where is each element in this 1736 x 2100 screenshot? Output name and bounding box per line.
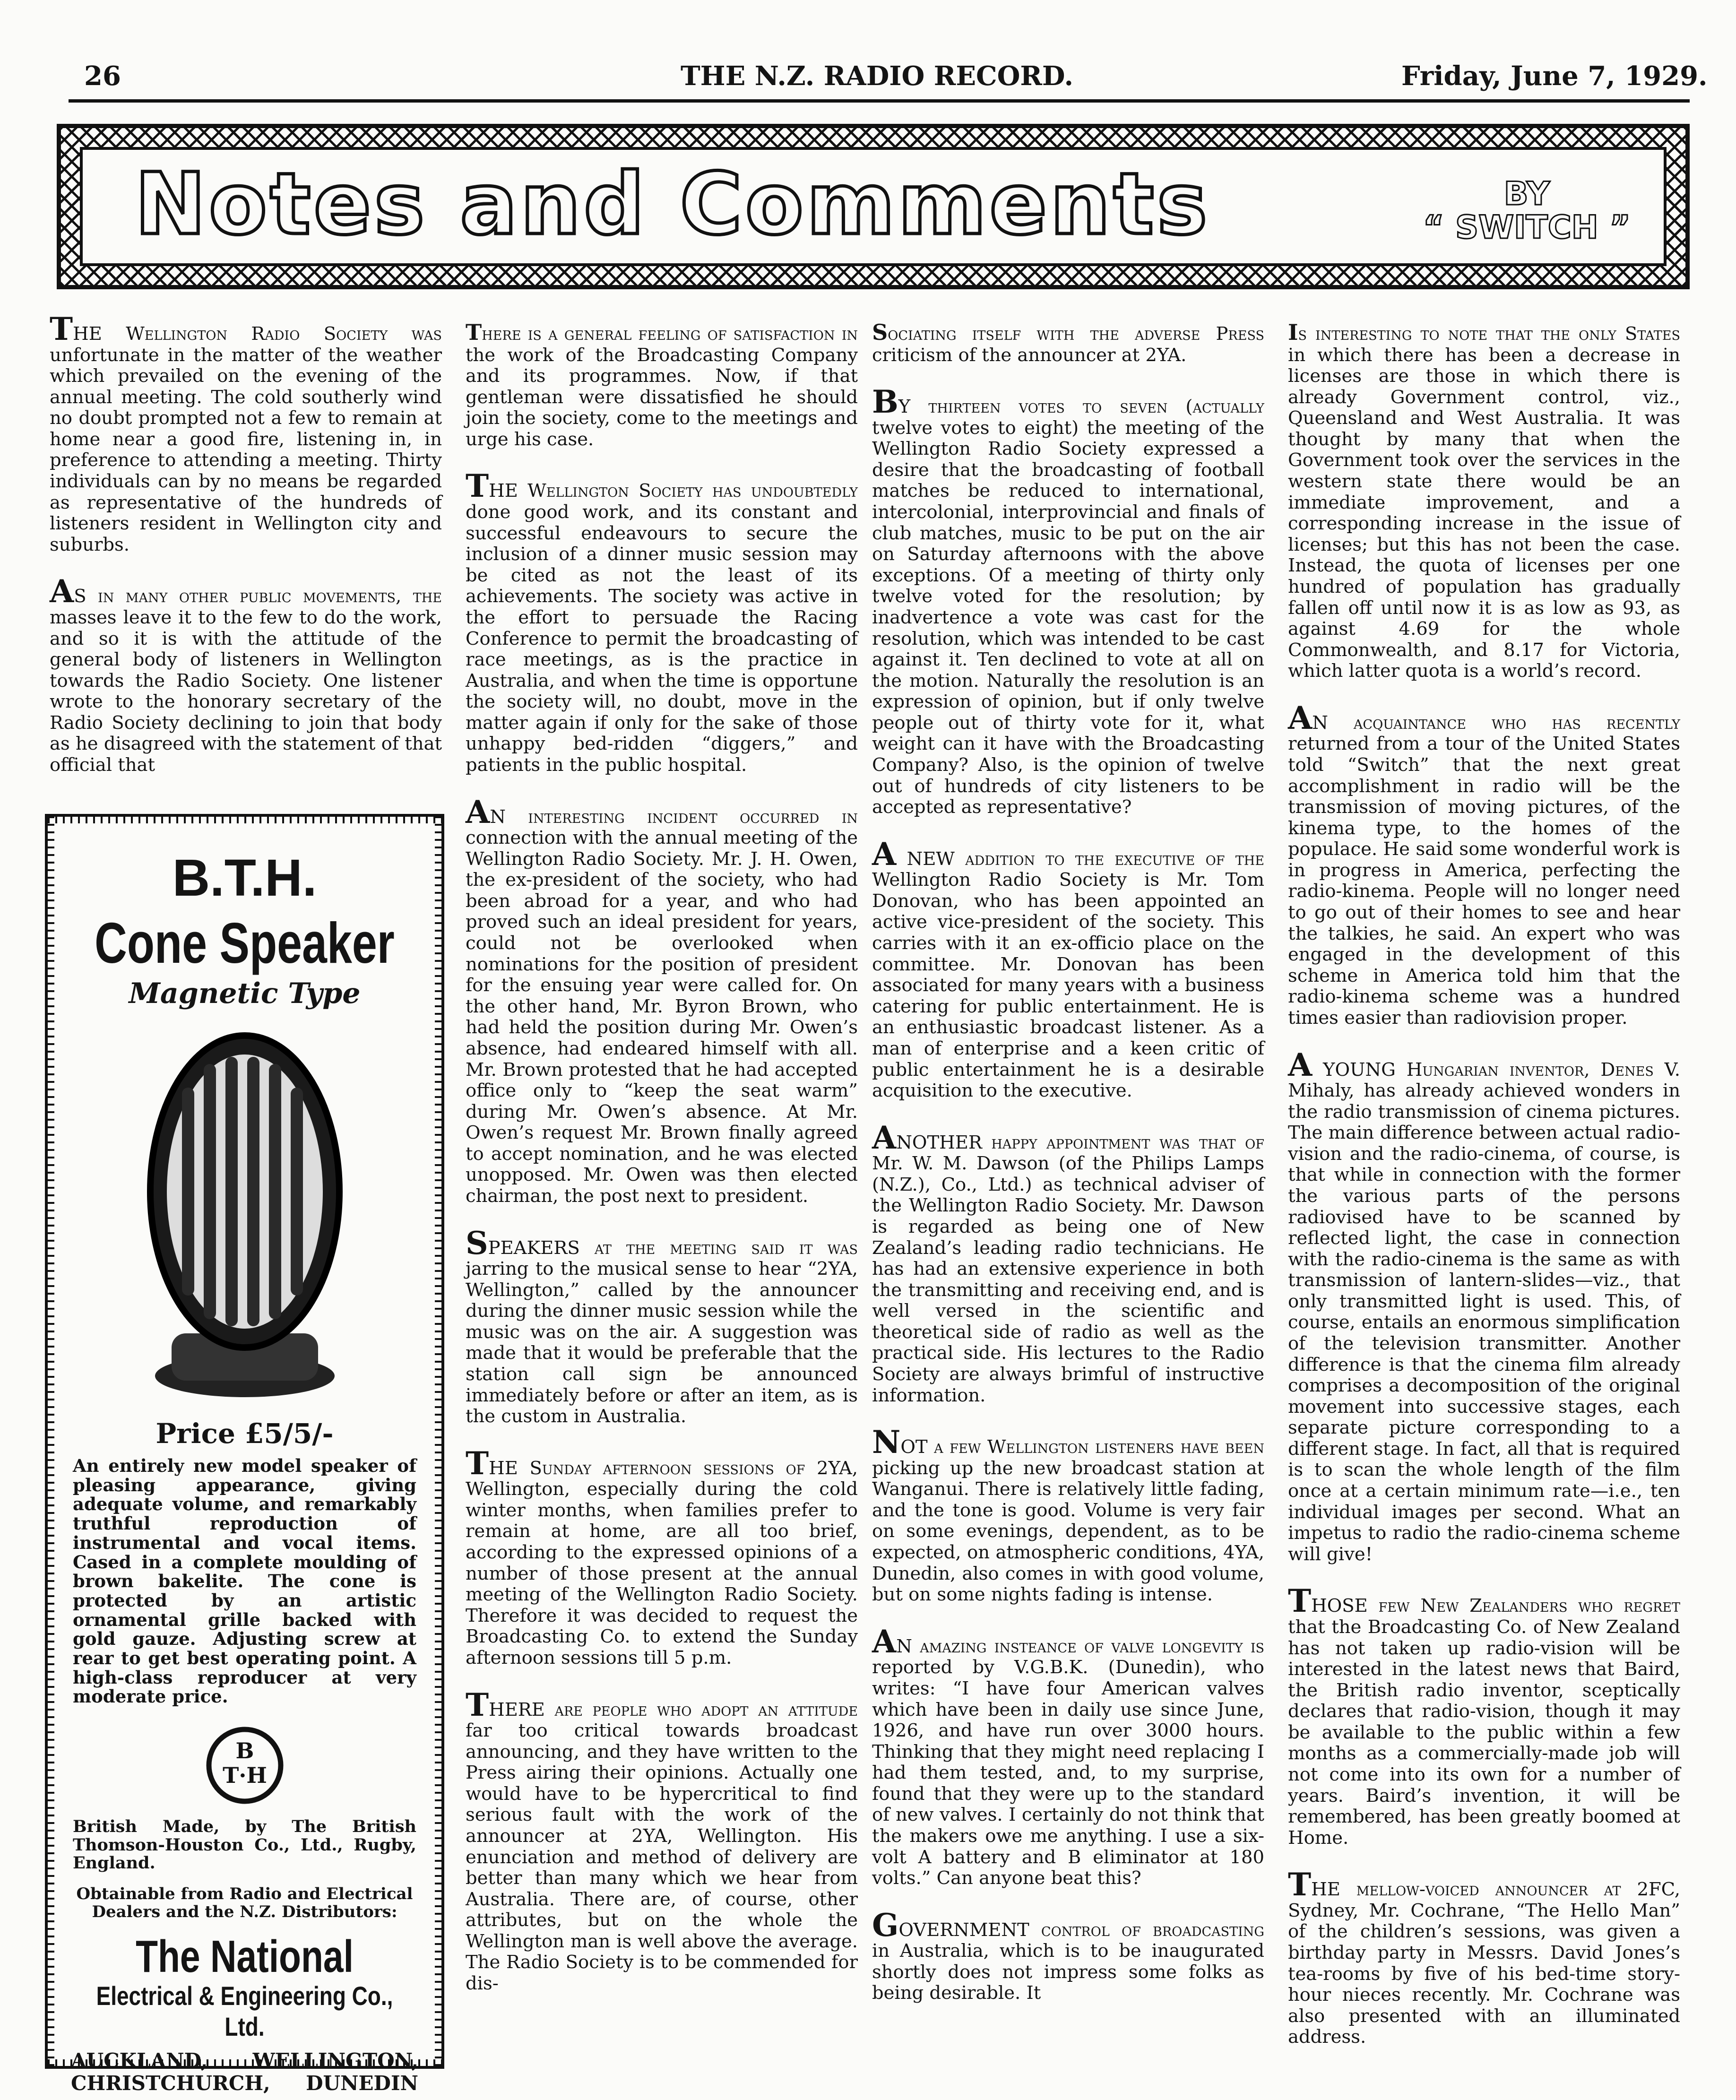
ad-cities-1: AUCKLAND, WELLINGTON, [71,2049,418,2073]
bth-advertisement [45,814,444,2095]
paragraph: AN interesting incident occurred in connection with the annual meeting of the Wellington Radio Society. Mr. J. H. Owen, the ex-president of the society, who had been abroad for a year, and who had proved such an ideal president for years, could not be overlooked when nominations for the position of president for the ensuing year were called for. On the other hand, Mr. Byron Brown, who had held the position during Mr. Owen’s absence, had endeared himself with all. Mr. Brown protested that he had accepted office only to “keep the seat warm” during Mr. Owen’s absence. At Mr. Owen’s request Mr. Brown finally agreed to accept nomination, and he was elected unopposed. Mr. Owen was then elected chairman, the post next to president. [466,793,858,1207]
ad-obtainable: Obtainable from Radio and Electrical Dealers and the N.Z. Distributors: [76,1884,413,1921]
paragraph: THE Sunday afternoon sessions of 2YA, Wellington, especially during the cold winter months, when families prefer to remain at home, are all too brief, according to the expressed opinions of a number of those present at the annual meeting of the Wellington Radio Society. Therefore it was decided to request the Broadcasting Co. to extend the Sunday afternoon sessions till 5 p.m. [466,1444,858,1668]
page-number: 26 [84,60,121,92]
paragraph: is interesting to note that the only States in which there has been a decrease in licenses are those in which there is already Government control, viz., Queensland and West Australia. It was thought by many that when the Government took over the services in the western state there would be an immediate improvement, and a corresponding increase in the issue of licenses; but this has not been the case. Instead, the quota of licenses per one hundred of population has gradually fallen off until now it is as low as 93, as against 4.69 for the whole Commonwealth, and 8.17 for Victoria, which latter quota is a world’s record. [1288,311,1680,682]
publication-title: THE N.Z. RADIO RECORD. [681,60,1073,92]
byline [1423,177,1631,245]
svg-text:T·H: T·H [222,1763,267,1789]
ad-description: An entirely new model speaker of pleasing appearance, giving adequate volume, and remarkably truthful reproduction of instrumental and vocal items. Cased in a complete moulding of brown bakelite. The cone is protected by an artistic ornamental grille backed with gold gauze. Adjusting screw at rear to get best operating point. A high-class reproducer at very moderate price. [73,1455,416,1707]
ad-product-name: Cone Speaker [95,911,395,975]
paragraph: GOVERNMENT control of broadcasting in Australia, which is to be inaugurated shortly does not impress some folks as being desirable. It [872,1906,1264,2004]
paragraph: A YOUNG Hungarian inventor, Denes V. Mihaly, has already achieved wonders in the radio transmission of cinema pictures. The main difference between actual radio-vision and the radio-cinema, of course, is that while in connection with the former the various parts of the persons radiovised have to be scanned by reflected light, the case in connection with the radio-cinema is the same as with transmission of lantern-slides—viz., that only transmitted light is used. This, of course, entails an enormous simplification of the television transmitter. Another difference is that the cinema film already comprises a decomposition of the original movement into successive stages, each separate picture corresponding to a different stage. In fact, all that is required is to scan the whole length of the film once at a certain minimum rate—i.e., ten individual images per second. What an impetus to radio the radio-cinema scheme will give! [1288,1046,1680,1565]
paragraph: THOSE few New Zealanders who regret that the Broadcasting Co. of New Zealand has not taken up radio-vision will be interested in the latest news that Baird, the British radio inventor, sceptically declares that radio-vision, though it may be available to the public within a few months as a commercially-made job will not come into its own for a number of years. Baird’s invention, it will be remembered, has been greatly boomed at Home. [1288,1582,1680,1849]
paragraph: NOT a few Wellington listeners have been picking up the new broadcast station at Wanganui. There is relatively little fading, and the tone is good. Volume is very fair on some evenings, dependent, as to be expected, on atmospheric conditions, 4YA, Dunedin, also comes in with good volume, but on some nights fading is intense. [872,1424,1264,1606]
section-title: Notes and Comments [135,155,1210,254]
paragraph: AN amazing insteance of valve longevity is reported by V.G.B.K. (Dunedin), who writes: “I have four American valves which have been in daily use since June, 1926, and have run over 3000 hours. Thinking that they might need replacing I had them tested, and, to my surprise, found that they were up to the standard of new valves. I certainly do not think that the makers owe me anything. I use a six-volt A battery and B eliminator at 180 volts.” Can anyone beat this? [872,1623,1264,1889]
ad-manufacturer: British Made, by The British Thomson-Houston Co., Ltd., Rugby, England. [73,1817,416,1873]
paragraph: SPEAKERS at the meeting said it was jarring to the musical sense to hear “2YA, Wellington,” called by the announcer during the dinner music session while the music was on the air. A suggestion was made that it would be preferable that the station call sign be announced immediately before or after an item, as is the custom in Australia. [466,1224,858,1427]
paragraph: THERE are people who adopt an attitude far too critical towards broadcast announcing, and they have written to the Press airing their opinions. Actually one would have to be hypercritical to find serious fault with the work of the announcer at 2YA, Wellington. His enunciation and method of delivery are better than many which we hear from Australia. There are, of course, other attributes, but on the whole the Wellington man is well above the average. The Radio Society is to be commended for dis- [466,1686,858,1995]
ad-price: Price £5/5/- [155,1417,334,1450]
paragraph: there is a general feeling of satisfaction in the work of the Broadcasting Company and its programmes. Now, if that gentleman were dissatisfied he should join the society, come to the meetings and urge his case. [466,311,858,450]
byline-author: “ SWITCH ” [1423,209,1631,247]
column-1 [50,311,442,800]
column-4 [1288,311,1680,2072]
paragraph: ANOTHER happy appointment was that of Mr. W. M. Dawson (of the Philips Lamps (N.Z.), Co., Ltd.) as technical adviser of the Wellington Radio Society. Mr. Dawson is regarded as being one of New Zealand’s leading radio technicians. He has had an extensive experience in both the transmitting and receiving end, and is well versed in the scientific and theoretical side of radio as well as the practical side. His lectures to the Radio Society are always brimful of instructive information. [872,1119,1264,1406]
banner-panel [80,147,1667,266]
column-3 [872,311,1264,2028]
ad-brand: B.T.H. [172,849,317,907]
paragraph: BY thirteen votes to seven (actually twelve votes to eight) the meeting of the Wellington Radio Society expressed a desire that the broadcasting of football matches be reduced to international, intercolonial, interprovincial and finals of club matches, music to be put on the air on Saturday afternoons with the above exceptions. Of a meeting of thirty only twelve voted for the resolution; by inadvertence a vote was cast for the resolution, which was intended to be cast against it. Ten declined to vote at all on the motion. Naturally the resolution is an expression of opinion, but if only twelve people out of thirty vote for it, what weight can it have with the Broadcasting Company? Also, is the opinion of twelve out of hundreds of city listeners to be accepted as representative? [872,383,1264,818]
paragraph: AS in many other public movements, the masses leave it to the few to do the work, and so it is with the attitude of the general body of listeners in Wellington towards the Radio Society. One listener wrote to the honorary secretary of the Radio Society declining to join that body as he disagreed with the statement of that official that [50,573,442,776]
ad-distributor-company: Electrical & Engineering Co., Ltd. [96,1981,393,2042]
paragraph: A NEW addition to the executive of the Wellington Radio Society is Mr. Tom Donovan, who has been appointed an active vice-president of the society. This carries with it an ex-officio place on the committee. Mr. Donovan has been associated for many years with a business catering for public entertainment. He is an enthusiastic broadcast listener. As a man of enterprise and a keen critic of public entertainment he is a desirable acquisition to the executive. [872,835,1264,1102]
section-banner [57,124,1690,289]
paragraph: THE Wellington Radio Society was unfortunate in the matter of the weather which prevailed on the evening of the annual meeting. The cold southerly wind no doubt prompted not a few to remain at home near a good fire, listening in, in preference to attending a meeting. Thirty individuals can by no means be regarded as representative of the hundreds of listeners resident in Wellington city and suburbs. [50,311,442,555]
paragraph: THE Wellington Society has undoubtedly done good work, and its constant and successful endeavours to secure the inclusion of a dinner music session may be cited as not the least of its achievements. The society was active in the effort to persuade the Racing Conference to permit the broadcasting of race meetings, as is the practice in Australia, and when the time is opportune the society will, no doubt, move in the matter again if only for the sake of those unhappy bed-ridden “diggers,” and patients in the public hospital. [466,467,858,776]
ad-cities-2: CHRISTCHURCH, DUNEDIN [71,2071,418,2095]
byline-by: BY [1503,175,1550,213]
paragraph: AN acquaintance who has recently returned from a tour of the United States told “Switch” that the next great accomplishment in radio will be the transmission of moving pictures, of the kinema type, to the homes of the populace. He said some wonderful work is in progress in America, perfecting the radio-kinema. People will no longer need to go out of their homes to see and hear the talkies, he said. An expert who was engaged in the development of this scheme in America told him that the radio-kinema scheme was a hundred times easier than radiovision proper. [1288,699,1680,1028]
cone-speaker-illustration [143,1031,346,1409]
column-2 [466,311,858,2018]
ad-product-type: Magnetic Type [129,977,361,1011]
svg-text:B: B [235,1738,254,1764]
paragraph: THE mellow-voiced announcer at 2FC, Sydney, Mr. Cochrane, “The Hello Man” of the children’s sessions, was given a birthday party in Messrs. David Jones’s tea-rooms by five of his bed-time story-hour nieces recently. Mr. Cochrane was also presented with an illuminated address. [1288,1866,1680,2048]
issue-date: Friday, June 7, 1929. [1401,60,1708,92]
bth-logo [205,1725,285,1806]
ad-content [64,831,425,2095]
paragraph: sociating itself with the adverse Press criticism of the announcer at 2YA. [872,311,1264,366]
ad-distributor-name: The National [136,1931,354,1982]
header-rule [69,99,1690,103]
